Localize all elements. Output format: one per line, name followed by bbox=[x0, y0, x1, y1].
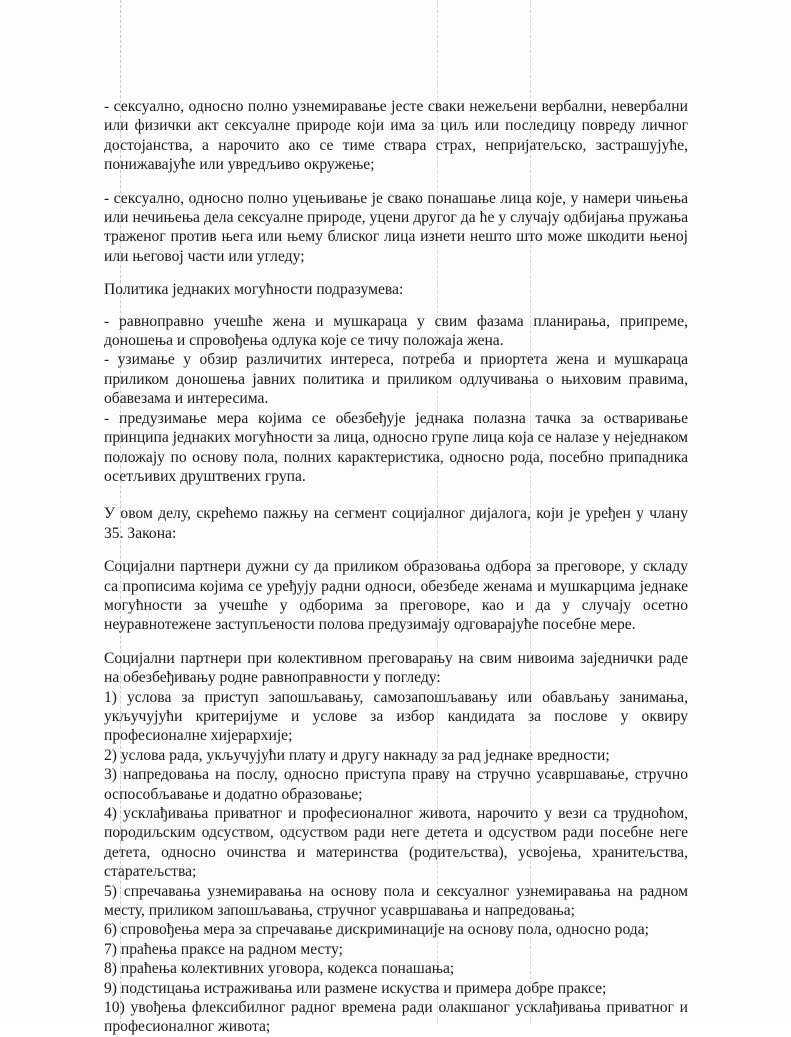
policy-item: - предузимање мера којима се обезбеђује једнака полазна тачка за остваривање принципа једнаких могућности за лица, односно групе лица која се налазе у неједнаком положају по основу пола, полних карактеристика, односно рода, посебно припадника осетљивих друштвених група. bbox=[104, 409, 689, 485]
policy-item: - узимање у обзир различитих интереса, потреба и приортета жена и мушкараца приликом доношења јавних политика и приликом одлучивања о њиховим правима, обавезама и интересима. bbox=[104, 351, 688, 408]
collective-bargaining-paragraph: Социјални партнери при колективном преговарању на свим нивоима заједнички раде на обезбеђивању родне равноправности у погледу: bbox=[104, 649, 688, 687]
list-item: 9) подстицања истраживања или размене искуства и примера добре праксе; bbox=[104, 979, 607, 997]
definition-sexual-blackmail: - сексуално, односно полно уцењивање је свако понашање лица које, у намери чињења или нечињења дела сексуалне природе, уцени другог да ће у случају одбијања пружања траженог против њега или њему блиског лица изнети нешто што може шкодити њеној или његовој части или угледу; bbox=[104, 189, 688, 265]
social-partners-paragraph: Социјални партнери дужни су да приликом образовања одбора за преговоре, у складу са прописима којима се уређују радни односи, обезбеде женама и мушкарцима једнаке могућности за учешће у одборима за преговоре, као и да у случају осетно неуравнотежене заступљености полова предузимају одговарајуће посебне мере. bbox=[104, 558, 688, 634]
list-item: 1) услова за приступ запошљавању, самозапошљавању или обављању занимања, укључујући критеријуме и услове за избор кандидата за послове у оквиру професионалне хијерархије; bbox=[104, 688, 688, 745]
list-item: 3) напредовања на послу, односно приступа праву на стручно усавршавање, стручно оспособљавање и додатно образовање; bbox=[104, 766, 688, 803]
list-item: 8) праћења колективних уговора, кодекса понашања; bbox=[104, 960, 455, 978]
definition-sexual-harassment: - сексуално, односно полно узнемиравање јесте сваки нежељени вербални, невербални или физички акт сексуалне природе који има за циљ или последицу повреду личног достојанства, а нарочито ако се тиме ствара страх, непријатељско, застрашујуће, понижавајуће или увредљиво окружење; bbox=[104, 98, 688, 174]
document-body bbox=[104, 97, 688, 1037]
list-item: 6) спровођења мера за спречавање дискриминације на основу пола, односно рода; bbox=[104, 921, 649, 939]
section-intro: У овом делу, скрећемо пажњу на сегмент социјалног дијалога, који је уређен у члану 35. Закона: bbox=[104, 505, 688, 542]
list-item: 4) усклађивања приватног и професионалног живота, нарочито у вези са трудноћом, породиљским одсуством, одсуством ради неге детета и одсуством ради посебне неге детета, односно очинства и материнства (родитељства), усвојења, хранитељства, старатељства; bbox=[104, 805, 688, 881]
list-item: 7) праћења праксе на радном месту; bbox=[104, 940, 344, 958]
list-item: 10) увођења флексибилног радног времена ради олакшаног усклађивања приватног и професионалног живота; bbox=[104, 999, 688, 1036]
list-item: 2) услова рада, укључујући плату и другу накнаду за рад једнаке вредности; bbox=[104, 746, 610, 764]
policy-heading: Политика једнаких могућности подразумева: bbox=[104, 281, 404, 299]
policy-item: - равноправно учешће жена и мушкараца у свим фазама планирања, припреме, доношења и спровођења одлука које се тичу положаја жена. bbox=[104, 312, 688, 350]
list-item: 5) спречавања узнемиравања на основу пола и сексуалног узнемиравања на радном месту, приликом запошљавања, стручног усавршавања и напредовања; bbox=[104, 882, 688, 920]
